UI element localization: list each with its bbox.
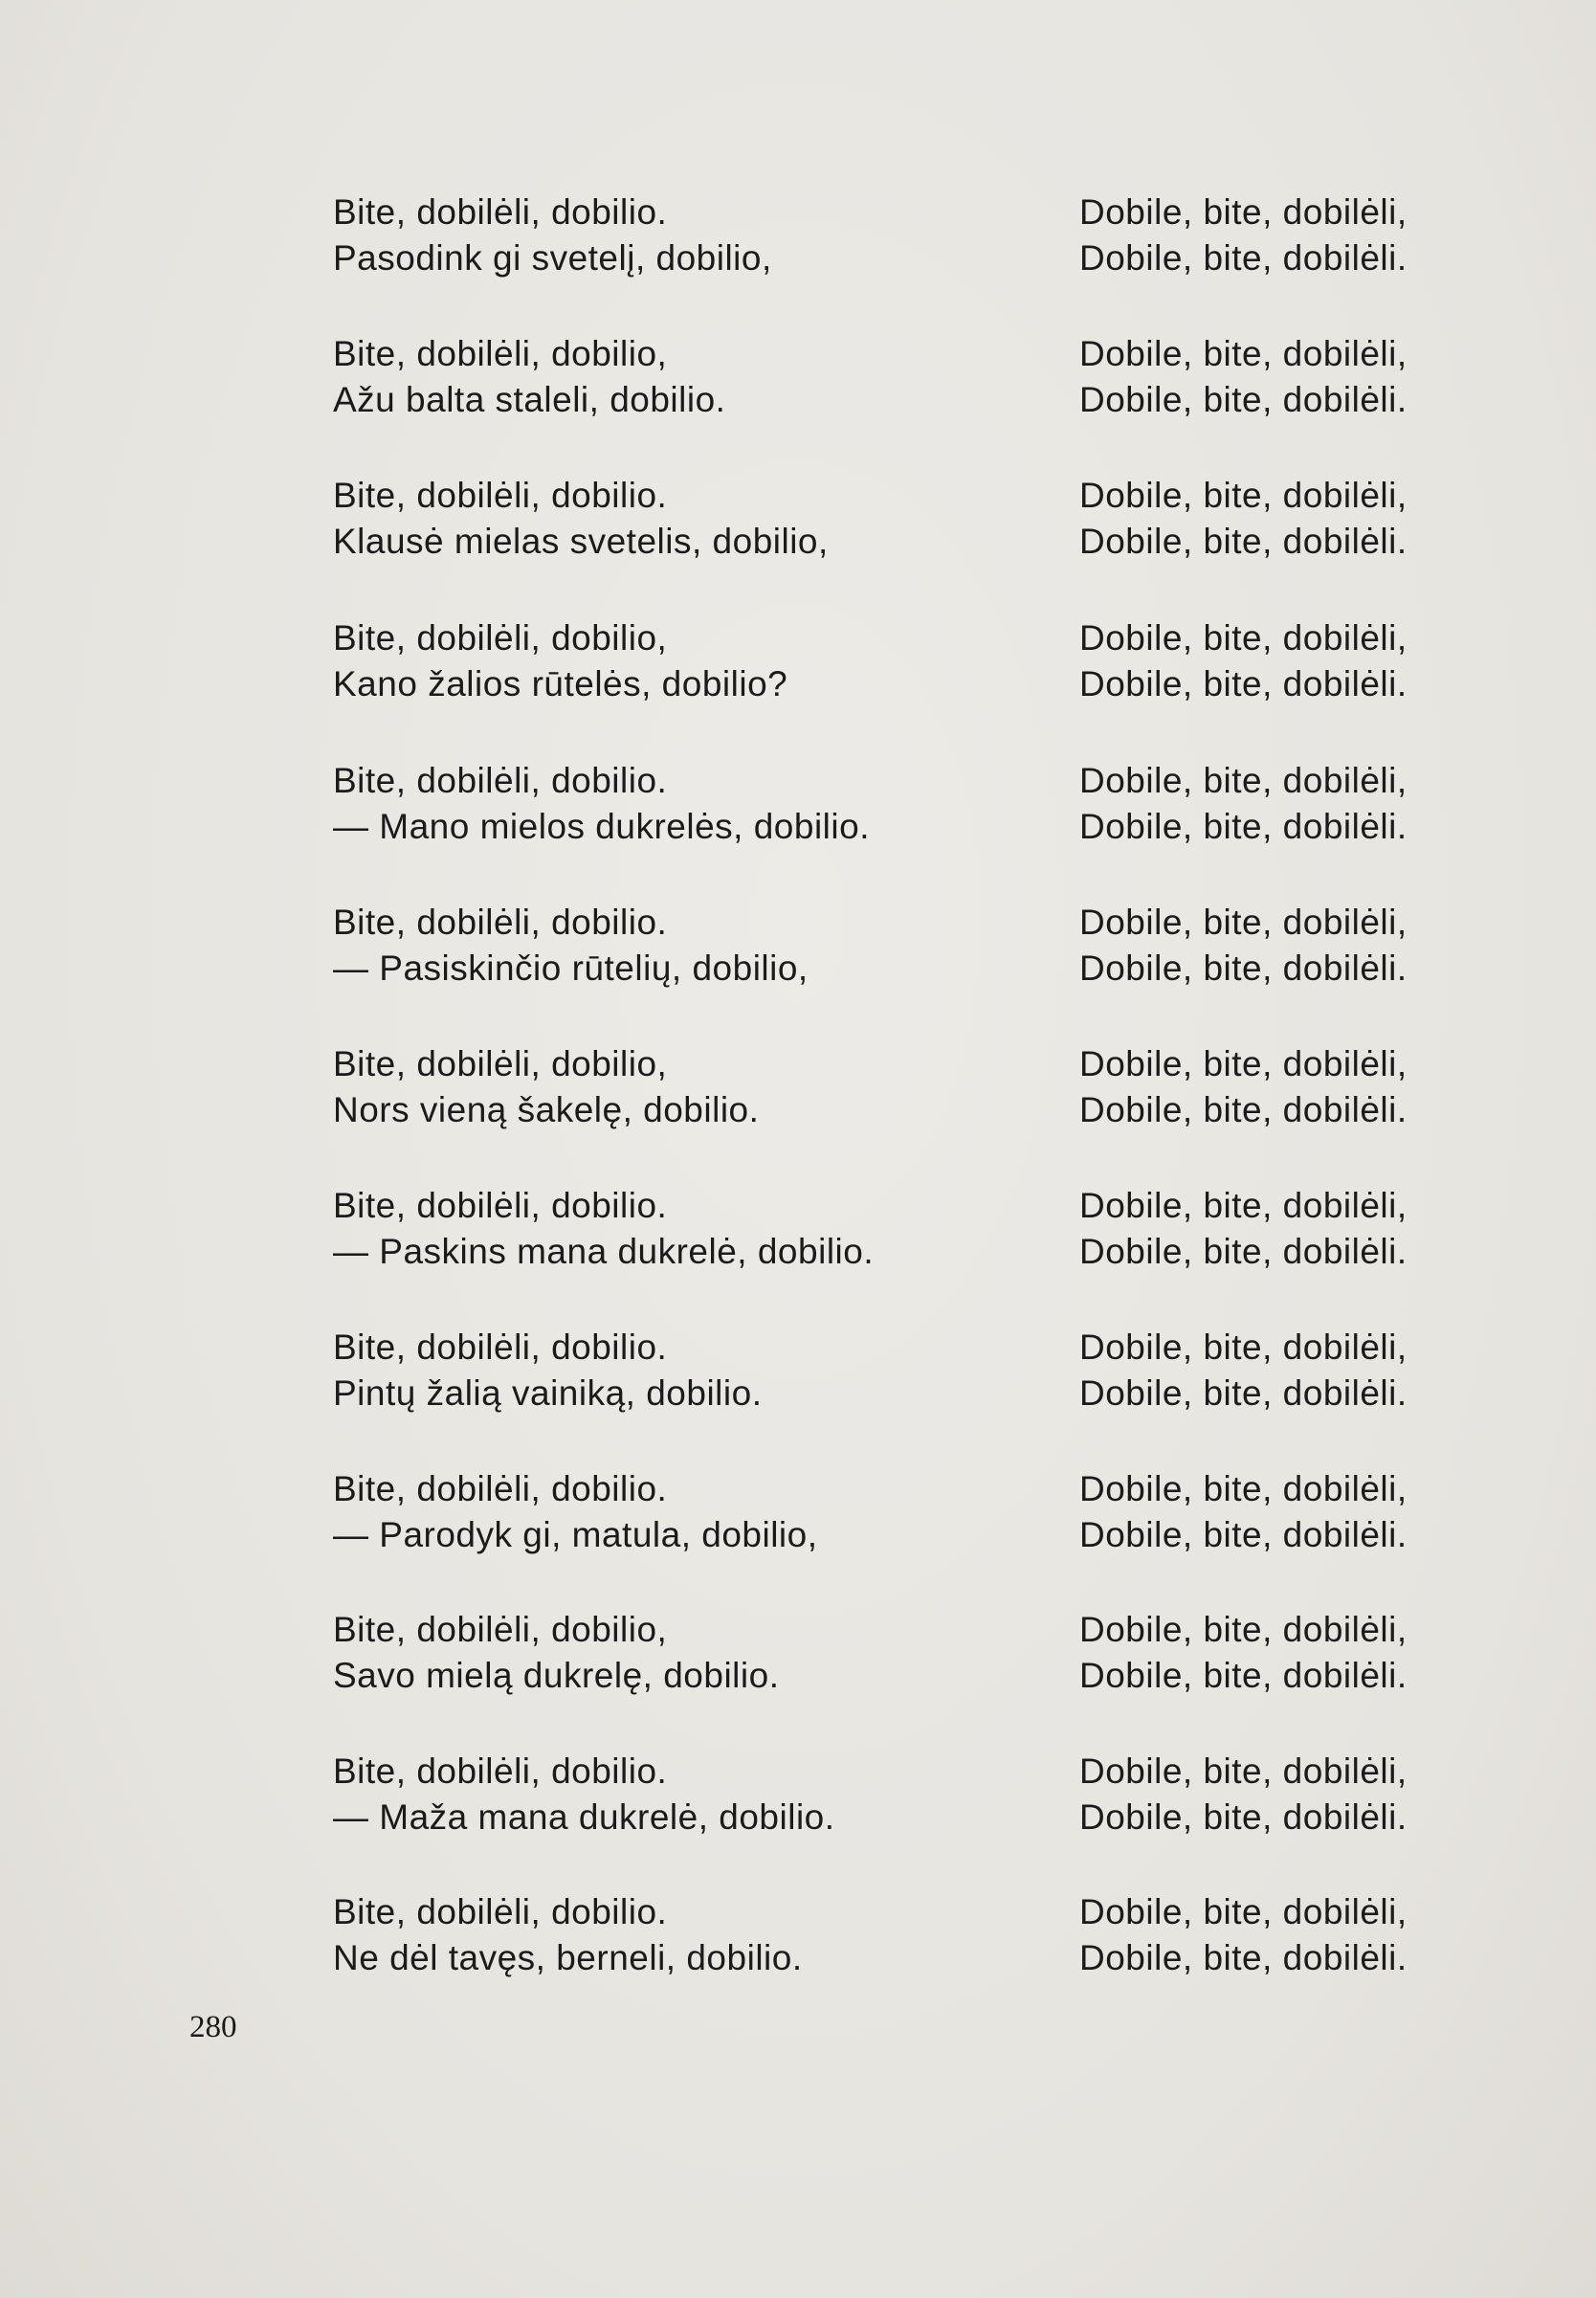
verse-line: Ažu balta staleli, dobilio.: [333, 380, 726, 419]
refrain-line: Dobile, bite, dobilėli.: [1079, 238, 1408, 278]
refrain-line: Dobile, bite, dobilėli,: [1079, 192, 1408, 232]
verse-line: Ne dėl tavęs, berneli, dobilio.: [333, 1938, 803, 1977]
refrain-line: Dobile, bite, dobilėli,: [1079, 903, 1408, 942]
verse-line: Kano žalios rūtelės, dobilio?: [333, 664, 788, 703]
stanza-1: [316, 190, 1521, 285]
verse-line: Bite, dobilėli, dobilio.: [333, 1751, 668, 1791]
refrain-line: Dobile, bite, dobilėli.: [1079, 948, 1408, 988]
verse-line: — Paskins mana dukrelė, dobilio.: [333, 1232, 875, 1271]
refrain-line: Dobile, bite, dobilėli,: [1079, 1327, 1408, 1367]
refrain-line: Dobile, bite, dobilėli.: [1079, 1515, 1408, 1554]
refrain-line: Dobile, bite, dobilėli.: [1079, 807, 1408, 846]
verse-line: Bite, dobilėli, dobilio,: [333, 1044, 668, 1083]
stanza-8: [316, 1183, 1521, 1279]
stanza-2: [316, 331, 1521, 427]
refrain-line: Dobile, bite, dobilėli.: [1079, 1232, 1408, 1271]
stanza-7: [316, 1041, 1521, 1137]
verse-line: Pintų žalią vainiką, dobilio.: [333, 1373, 763, 1413]
refrain-line: Dobile, bite, dobilėli,: [1079, 618, 1408, 658]
refrain-line: Dobile, bite, dobilėli,: [1079, 334, 1408, 373]
refrain-line: Dobile, bite, dobilėli,: [1079, 1469, 1408, 1508]
verse-line: Bite, dobilėli, dobilio.: [333, 1186, 668, 1225]
verse-line: Pasodink gi svetelį, dobilio,: [333, 238, 772, 278]
refrain-line: Dobile, bite, dobilėli.: [1079, 664, 1408, 703]
stanza-12: [316, 1749, 1521, 1844]
refrain-line: Dobile, bite, dobilėli,: [1079, 1044, 1408, 1083]
refrain-line: Dobile, bite, dobilėli.: [1079, 522, 1408, 561]
verse-line: Bite, dobilėli, dobilio.: [333, 1469, 668, 1508]
stanza-5: [316, 758, 1521, 854]
refrain-line: Dobile, bite, dobilėli,: [1079, 1751, 1408, 1791]
stanza-10: [316, 1466, 1521, 1562]
refrain-line: Dobile, bite, dobilėli.: [1079, 1373, 1408, 1413]
verse-line: Bite, dobilėli, dobilio.: [333, 1892, 668, 1931]
verse-line: Bite, dobilėli, dobilio.: [333, 761, 668, 800]
verse-line: Bite, dobilėli, dobilio.: [333, 192, 668, 232]
verse-line: Savo mielą dukrelę, dobilio.: [333, 1656, 780, 1695]
refrain-line: Dobile, bite, dobilėli.: [1079, 1656, 1408, 1695]
refrain-line: Dobile, bite, dobilėli.: [1079, 1090, 1408, 1129]
refrain-line: Dobile, bite, dobilėli,: [1079, 761, 1408, 800]
stanza-3: [316, 473, 1521, 569]
verse-line: — Maža mana dukrelė, dobilio.: [333, 1797, 835, 1837]
stanza-6: [316, 900, 1521, 995]
page-number: 280: [189, 2010, 237, 2044]
refrain-line: Dobile, bite, dobilėli,: [1079, 476, 1408, 515]
verse-line: — Pasiskinčio rūtelių, dobilio,: [333, 948, 809, 988]
refrain-line: Dobile, bite, dobilėli,: [1079, 1186, 1408, 1225]
refrain-line: Dobile, bite, dobilėli.: [1079, 380, 1408, 419]
refrain-line: Dobile, bite, dobilėli.: [1079, 1797, 1408, 1837]
verse-line: — Mano mielos dukrelės, dobilio.: [333, 807, 870, 846]
stanza-13: [316, 1889, 1521, 1985]
verse-line: Bite, dobilėli, dobilio.: [333, 476, 668, 515]
stanza-9: [316, 1325, 1521, 1420]
verse-line: Bite, dobilėli, dobilio.: [333, 903, 668, 942]
verse-line: Nors vieną šakelę, dobilio.: [333, 1090, 760, 1129]
verse-line: Bite, dobilėli, dobilio,: [333, 1610, 668, 1649]
verse-line: Bite, dobilėli, dobilio.: [333, 1327, 668, 1367]
verse-line: Bite, dobilėli, dobilio,: [333, 618, 668, 658]
stanza-4: [316, 615, 1521, 711]
verse-line: — Parodyk gi, matula, dobilio,: [333, 1515, 818, 1554]
refrain-line: Dobile, bite, dobilėli,: [1079, 1610, 1408, 1649]
refrain-line: Dobile, bite, dobilėli,: [1079, 1892, 1408, 1931]
stanza-11: [316, 1607, 1521, 1703]
refrain-line: Dobile, bite, dobilėli.: [1079, 1938, 1408, 1977]
verse-line: Bite, dobilėli, dobilio,: [333, 334, 668, 373]
verse-line: Klausė mielas svetelis, dobilio,: [333, 522, 829, 561]
